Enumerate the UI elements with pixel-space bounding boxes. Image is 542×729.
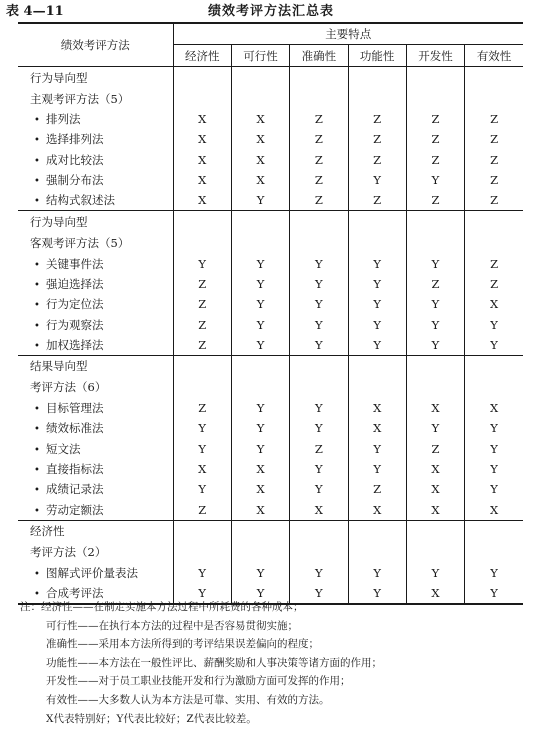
empty-cell xyxy=(173,88,231,109)
method-name-cell xyxy=(18,294,173,314)
table-row xyxy=(18,314,523,334)
rating-cell: Z xyxy=(490,256,499,271)
evaluation-methods-table xyxy=(18,22,523,605)
rating-cell: Y xyxy=(348,314,406,334)
rating-cell: Z xyxy=(173,314,231,334)
empty-cell xyxy=(290,67,348,89)
method-name: 短文法 xyxy=(46,441,81,456)
empty-cell xyxy=(348,232,406,253)
bullet-icon: • xyxy=(34,465,40,476)
method-name-cell xyxy=(18,274,173,294)
empty-cell xyxy=(231,542,289,563)
rating-cell: X xyxy=(489,297,499,312)
empty-cell xyxy=(173,377,231,398)
rating-cell: Y xyxy=(290,479,348,499)
rating-cell: Y xyxy=(348,274,406,294)
table-row xyxy=(18,479,523,499)
empty-cell xyxy=(465,88,523,109)
rating-cell: Y xyxy=(231,253,289,273)
method-name: 图解式评价量表法 xyxy=(46,565,138,580)
method-name: 选择排列法 xyxy=(46,132,104,147)
group-title-row xyxy=(18,211,523,233)
bullet-icon: • xyxy=(34,135,40,147)
rating-cell: Z xyxy=(490,112,499,127)
table-row xyxy=(18,459,523,479)
bullet-icon: • xyxy=(34,320,40,332)
bullet-icon: • xyxy=(34,155,40,167)
rating-cell: Y xyxy=(348,294,406,314)
table-row xyxy=(18,253,523,273)
table-row xyxy=(18,129,523,149)
rating-cell: X xyxy=(406,479,464,499)
empty-cell xyxy=(348,88,406,109)
rating-cell: Z xyxy=(290,190,348,211)
rating-cell: Y xyxy=(290,418,348,438)
group-title-row xyxy=(18,520,523,542)
empty-cell xyxy=(173,211,231,233)
group-title-row xyxy=(18,355,523,377)
rating-cell: X xyxy=(231,459,289,479)
empty-cell xyxy=(231,232,289,253)
rating-cell: Z xyxy=(348,190,406,211)
rating-cell: Z xyxy=(173,335,231,356)
rating-cell: Z xyxy=(406,190,464,211)
rating-cell: Y xyxy=(406,563,464,583)
group-title-row xyxy=(18,67,523,89)
method-name-cell xyxy=(18,150,173,170)
rating-cell: Y xyxy=(173,418,231,438)
method-name-cell xyxy=(18,253,173,273)
method-name: 劳动定额法 xyxy=(46,502,104,517)
method-name: 强制分布法 xyxy=(46,173,104,188)
method-name-cell xyxy=(18,459,173,479)
rating-cell: X xyxy=(173,129,231,149)
rating-cell: Z xyxy=(406,129,464,149)
empty-cell xyxy=(173,355,231,377)
rating-cell: X xyxy=(231,129,289,149)
rating-cell: Z xyxy=(290,150,348,170)
bullet-icon: • xyxy=(34,485,40,497)
group-subtitle: 客观考评方法（5） xyxy=(18,232,173,253)
rating-cell: Y xyxy=(290,274,348,294)
empty-cell xyxy=(290,542,348,563)
empty-cell xyxy=(348,355,406,377)
empty-cell xyxy=(348,377,406,398)
rating-cell: Z xyxy=(290,129,348,149)
bullet-icon: • xyxy=(34,300,40,312)
rating-cell: Y xyxy=(231,335,289,356)
bullet-icon: • xyxy=(34,196,40,208)
rating-cell: Y xyxy=(490,462,498,476)
empty-cell xyxy=(348,211,406,233)
empty-cell xyxy=(348,542,406,563)
rating-cell: X xyxy=(406,459,464,479)
rating-cell: Y xyxy=(231,563,289,583)
column-header: 可行性 xyxy=(231,45,289,67)
rating-cell: Y xyxy=(290,314,348,334)
method-name-cell xyxy=(18,190,173,211)
bullet-icon: • xyxy=(34,115,40,127)
rating-cell: X xyxy=(348,398,406,418)
rating-cell: X xyxy=(173,109,231,129)
bullet-icon: • xyxy=(34,259,40,271)
table-row xyxy=(18,150,523,170)
table-caption xyxy=(0,0,542,18)
rating-cell: Z xyxy=(173,274,231,294)
bullet-icon: • xyxy=(34,568,40,580)
rating-cell: X xyxy=(290,499,348,520)
table-row xyxy=(18,294,523,314)
rating-cell: X xyxy=(348,499,406,520)
rating-cell: X xyxy=(489,502,499,517)
rating-cell: X xyxy=(231,479,289,499)
empty-cell xyxy=(465,377,523,398)
rating-cell: Y xyxy=(490,317,498,332)
rating-cell: Y xyxy=(406,418,464,438)
method-name: 成对比较法 xyxy=(46,152,104,167)
rating-cell: Y xyxy=(406,335,464,356)
rating-cell: Y xyxy=(231,583,289,604)
method-name: 行为定位法 xyxy=(46,297,104,312)
method-name-cell xyxy=(18,439,173,459)
method-name-cell xyxy=(18,563,173,583)
method-name-cell xyxy=(18,499,173,520)
note-line: 有效性——大多数人认为本方法是可靠、实用、有效的方法。 xyxy=(46,693,330,706)
rating-cell: Y xyxy=(406,253,464,273)
group-subtitle: 主观考评方法（5） xyxy=(18,88,173,109)
empty-cell xyxy=(465,520,523,542)
table-body xyxy=(18,67,523,605)
table-row xyxy=(18,170,523,190)
features-group-header: 主要特点 xyxy=(173,23,523,45)
rating-cell: Y xyxy=(348,335,406,356)
empty-cell xyxy=(406,355,464,377)
method-name-cell xyxy=(18,418,173,438)
empty-cell xyxy=(173,520,231,542)
empty-cell xyxy=(465,355,523,377)
rating-cell: Z xyxy=(406,439,464,459)
rating-cell: Z xyxy=(348,109,406,129)
method-name-cell xyxy=(18,129,173,149)
group-title: 经济性 xyxy=(18,520,173,542)
rating-cell: Y xyxy=(173,479,231,499)
empty-cell xyxy=(406,520,464,542)
rating-cell: X xyxy=(231,499,289,520)
rating-cell: Y xyxy=(490,586,498,601)
group-subtitle-row xyxy=(18,377,523,398)
empty-cell xyxy=(290,232,348,253)
rating-cell: X xyxy=(348,418,406,438)
empty-cell xyxy=(290,520,348,542)
rating-cell: Y xyxy=(231,418,289,438)
rating-cell: Y xyxy=(348,170,406,190)
column-header: 功能性 xyxy=(348,45,406,67)
empty-cell xyxy=(465,211,523,233)
note-line: 开发性——对于员工职业技能开发和行为激励方面可发挥的作用； xyxy=(46,675,351,688)
empty-cell xyxy=(173,542,231,563)
group-subtitle: 考评方法（2） xyxy=(18,542,173,563)
empty-cell xyxy=(406,88,464,109)
bullet-icon: • xyxy=(34,424,40,436)
rating-cell: Z xyxy=(173,499,231,520)
method-name-cell xyxy=(18,314,173,334)
rating-cell: Y xyxy=(290,335,348,356)
table-row xyxy=(18,190,523,211)
empty-cell xyxy=(465,67,523,89)
empty-cell xyxy=(290,88,348,109)
rating-cell: Y xyxy=(290,563,348,583)
rating-cell: Y xyxy=(290,398,348,418)
method-name: 加权选择法 xyxy=(46,337,104,352)
rating-cell: Z xyxy=(406,109,464,129)
empty-cell xyxy=(406,232,464,253)
bullet-icon: • xyxy=(34,279,40,291)
bullet-icon: • xyxy=(34,176,40,188)
rating-cell: X xyxy=(406,583,464,604)
rating-cell: Y xyxy=(173,439,231,459)
empty-cell xyxy=(406,67,464,89)
column-header: 开发性 xyxy=(406,45,464,67)
table-row xyxy=(18,274,523,294)
empty-cell xyxy=(290,377,348,398)
legend-line: X代表特别好；Y代表比较好；Z代表比较差。 xyxy=(46,712,257,725)
rating-cell: Y xyxy=(406,294,464,314)
method-name-cell xyxy=(18,479,173,499)
empty-cell xyxy=(231,211,289,233)
rating-cell: Y xyxy=(406,170,464,190)
group-title: 结果导向型 xyxy=(18,355,173,377)
group-subtitle: 考评方法（6） xyxy=(18,377,173,398)
rating-cell: Z xyxy=(290,109,348,129)
rating-cell: Z xyxy=(173,398,231,418)
rating-cell: Y xyxy=(348,563,406,583)
group-title: 行为导向型 xyxy=(18,67,173,89)
rating-cell: Z xyxy=(406,150,464,170)
rating-cell: Y xyxy=(290,253,348,273)
table-row xyxy=(18,439,523,459)
empty-cell xyxy=(290,211,348,233)
group-subtitle-row xyxy=(18,542,523,563)
empty-cell xyxy=(173,67,231,89)
rating-cell: Z xyxy=(490,276,499,291)
empty-cell xyxy=(348,67,406,89)
note-line: 准确性——采用本方法所得到的考评结果误差偏向的程度； xyxy=(46,638,319,651)
rating-cell: Y xyxy=(231,190,289,211)
rating-cell: Y xyxy=(406,314,464,334)
rating-cell: Y xyxy=(348,583,406,604)
table-notes xyxy=(20,598,525,728)
rating-cell: Y xyxy=(231,314,289,334)
empty-cell xyxy=(231,377,289,398)
table-row xyxy=(18,499,523,520)
rating-cell: X xyxy=(406,499,464,520)
rating-cell: Y xyxy=(231,439,289,459)
rating-cell: Z xyxy=(348,129,406,149)
note-line: 可行性——在执行本方法的过程中是否容易贯彻实施； xyxy=(46,619,298,632)
rating-cell: X xyxy=(173,459,231,479)
method-name-cell xyxy=(18,335,173,356)
rating-cell: Z xyxy=(490,152,499,167)
empty-cell xyxy=(231,88,289,109)
empty-cell xyxy=(406,211,464,233)
column-header: 经济性 xyxy=(173,45,231,67)
rating-cell: X xyxy=(173,190,231,211)
group-subtitle-row xyxy=(18,232,523,253)
rating-cell: X xyxy=(406,398,464,418)
bullet-icon: • xyxy=(34,505,40,517)
rating-cell: Y xyxy=(290,294,348,314)
bullet-icon: • xyxy=(34,340,40,352)
rating-cell: X xyxy=(231,150,289,170)
empty-cell xyxy=(231,520,289,542)
rating-cell: Y xyxy=(490,441,498,456)
bullet-icon: • xyxy=(34,404,40,416)
method-name: 排列法 xyxy=(46,112,81,127)
rating-cell: Z xyxy=(173,294,231,314)
rating-cell: Z xyxy=(490,193,499,208)
empty-cell xyxy=(406,542,464,563)
method-name: 关键事件法 xyxy=(46,256,104,271)
method-name: 目标管理法 xyxy=(46,401,104,416)
method-column-header: 绩效考评方法 xyxy=(18,23,173,67)
rating-cell: Y xyxy=(490,565,498,580)
table-row xyxy=(18,398,523,418)
rating-cell: X xyxy=(231,109,289,129)
bullet-icon: • xyxy=(34,444,40,456)
empty-cell xyxy=(348,520,406,542)
table-row xyxy=(18,335,523,356)
rating-cell: X xyxy=(173,170,231,190)
rating-cell: X xyxy=(489,401,499,416)
rating-cell: Z xyxy=(490,132,499,147)
table-row xyxy=(18,109,523,129)
empty-cell xyxy=(173,232,231,253)
rating-cell: Y xyxy=(490,421,498,436)
column-header: 有效性 xyxy=(465,45,523,67)
rating-cell: X xyxy=(231,170,289,190)
empty-cell xyxy=(465,542,523,563)
bullet-icon: • xyxy=(34,589,40,601)
method-name-cell xyxy=(18,398,173,418)
table-title: 绩效考评方法汇总表 xyxy=(207,4,334,19)
rating-cell: Y xyxy=(173,563,231,583)
method-name-cell xyxy=(18,109,173,129)
rating-cell: Y xyxy=(490,337,498,352)
rating-cell: Y xyxy=(290,583,348,604)
rating-cell: Y xyxy=(348,253,406,273)
rating-cell: Y xyxy=(173,253,231,273)
rating-cell: Z xyxy=(406,274,464,294)
method-name: 行为观察法 xyxy=(46,317,104,332)
note-line: 功能性——本方法在一般性评比、薪酬奖励和人事决策等诸方面的作用； xyxy=(46,656,382,669)
rating-cell: Z xyxy=(290,170,348,190)
rating-cell: Z xyxy=(348,479,406,499)
group-title: 行为导向型 xyxy=(18,211,173,233)
method-name: 结构式叙述法 xyxy=(46,193,115,208)
group-subtitle-row xyxy=(18,88,523,109)
rating-cell: Y xyxy=(490,482,498,497)
rating-cell: Y xyxy=(231,294,289,314)
rating-cell: Y xyxy=(231,398,289,418)
empty-cell xyxy=(290,355,348,377)
rating-cell: Y xyxy=(231,274,289,294)
table-row xyxy=(18,563,523,583)
method-name-cell xyxy=(18,170,173,190)
empty-cell xyxy=(406,377,464,398)
table-number: 表 4—11 xyxy=(6,4,64,19)
column-header: 准确性 xyxy=(290,45,348,67)
empty-cell xyxy=(465,232,523,253)
rating-cell: X xyxy=(173,150,231,170)
rating-cell: Y xyxy=(348,459,406,479)
rating-cell: Z xyxy=(290,439,348,459)
rating-cell: Y xyxy=(173,583,231,604)
empty-cell xyxy=(231,355,289,377)
method-name: 强迫选择法 xyxy=(46,276,104,291)
method-name: 成绩记录法 xyxy=(46,482,104,497)
rating-cell: Z xyxy=(490,173,499,188)
rating-cell: Y xyxy=(290,459,348,479)
rating-cell: Y xyxy=(348,439,406,459)
empty-cell xyxy=(231,67,289,89)
method-name: 直接指标法 xyxy=(46,462,104,476)
method-name: 合成考评法 xyxy=(46,586,104,601)
rating-cell: Z xyxy=(348,150,406,170)
table-row xyxy=(18,418,523,438)
note-line: 注：经济性——在制定实施本方法过程中所耗费的各种成本； xyxy=(20,601,304,613)
method-name: 绩效标准法 xyxy=(46,421,104,436)
